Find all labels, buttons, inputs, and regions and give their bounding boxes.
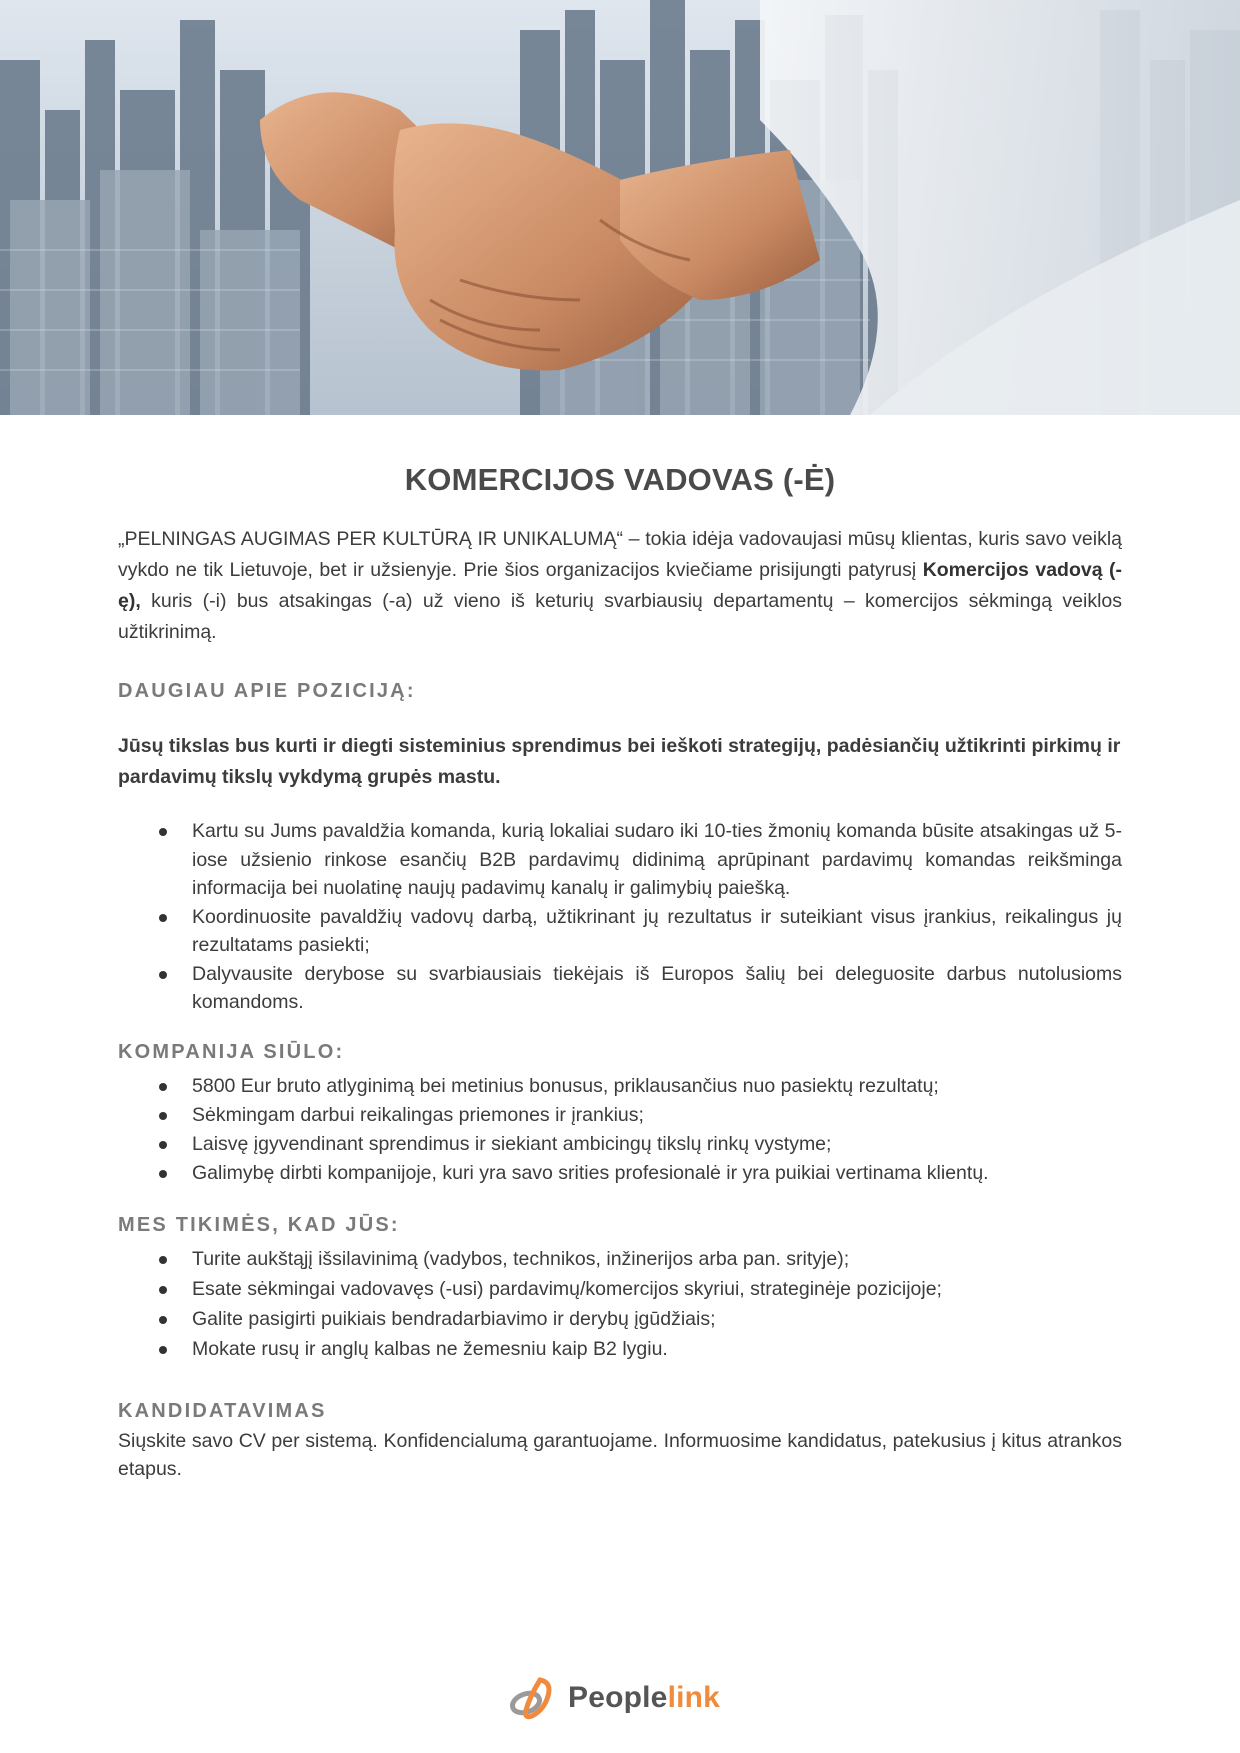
offer-list <box>118 1072 1122 1188</box>
bullet-icon <box>159 914 167 922</box>
intro-text-1: „PELNINGAS AUGIMAS PER KULTŪRĄ IR UNIKALUMĄ“ – tokia idėja vadovaujasi mūsų klientas, kuris savo veiklą vykdo ne tik Lietuvoje, bet ir užsienyje. Prie šios organizacijos kviečiame prisijungti patyrusį <box>118 528 1122 581</box>
list-item: Sėkmingam darbui reikalingas priemones ir įrankius; <box>118 1101 1122 1130</box>
bullet-icon <box>159 1346 167 1354</box>
section-heading-expect: MES TIKIMĖS, KAD JŪS: <box>118 1213 400 1236</box>
list-item: Galite pasigirti puikiais bendradarbiavimo ir derybų įgūdžiais; <box>118 1305 1122 1334</box>
bullet-icon <box>159 1141 167 1149</box>
bullet-icon <box>159 828 167 836</box>
section-heading-position: DAUGIAU APIE POZICIJĄ: <box>118 680 416 702</box>
position-goal: Jūsų tikslas bus kurti ir diegti sisteminius sprendimus bei ieškoti strategijų, padėsiančių užtikrinti pirkimų ir pardavimų tikslų vykdymą grupės mastu. <box>118 735 1121 788</box>
position-list <box>118 817 1122 1017</box>
intro-paragraph <box>118 524 1122 648</box>
expect-list <box>118 1245 1122 1364</box>
list-item: Mokate rusų ir anglų kalbas ne žemesniu kaip B2 lygiu. <box>118 1335 1122 1364</box>
list-item: Dalyvausite derybose su svarbiausiais tiekėjais iš Europos šalių bei deleguosite darbus nutolusioms komandoms. <box>118 960 1122 1017</box>
list-item: 5800 Eur bruto atlyginimą bei metinius bonusus, priklausančius nuo pasiektų rezultatų; <box>118 1072 1122 1101</box>
list-item: Laisvę įgyvendinant sprendimus ir siekiant ambicingų tikslų rinkų vystyme; <box>118 1130 1122 1159</box>
header-image <box>0 0 1240 415</box>
section-heading-apply: KANDIDATAVIMAS <box>118 1399 327 1422</box>
list-item: Turite aukštąjį išsilavinimą (vadybos, technikos, inžinerijos arba pan. srityje); <box>118 1245 1122 1274</box>
list-item: Kartu su Jums pavaldžia komanda, kurią lokaliai sudaro iki 10-ties žmonių komanda būsite atsakingas už 5-iose užsienio rinkose esančių B2B pardavimų didinimą aprūpinant pardavimų komandas reikšminga informacija bei nuolatinę naujų padavimų kanalų ir galimybių paiešką. <box>118 817 1122 903</box>
list-item: Esate sėkmingai vadovavęs (-usi) pardavimų/komercijos skyriui, strateginėje pozicijoje; <box>118 1275 1122 1304</box>
peoplelink-logo-icon <box>506 1672 558 1724</box>
list-item: Koordinuosite pavaldžių vadovų darbą, užtikrinant jų rezultatus ir suteikiant visus įrankius, reikalingus jų rezultatams pasiekti; <box>118 903 1122 960</box>
logo-text: Peoplelink <box>568 1681 721 1714</box>
section-heading-offer: KOMPANIJA SIŪLO: <box>118 1040 345 1063</box>
bullet-icon <box>159 1256 167 1264</box>
peoplelink-logo <box>506 1672 720 1724</box>
apply-text: Siųskite savo CV per sistemą. Konfidencialumą garantuojame. Informuosime kandidatus, patekusius į kitus atrankos etapus. <box>118 1429 1122 1480</box>
bullet-icon <box>159 1112 167 1120</box>
bullet-icon <box>159 971 167 979</box>
job-posting <box>118 462 1122 1484</box>
handshake-city-photo <box>0 0 1240 415</box>
bullet-icon <box>159 1316 167 1324</box>
bullet-icon <box>159 1083 167 1091</box>
page-title: KOMERCIJOS VADOVAS (-Ė) <box>404 462 836 497</box>
list-item: Galimybę dirbti kompanijoje, kuri yra savo srities profesionalė ir yra puikiai vertinama klientų. <box>118 1159 1122 1188</box>
bullet-icon <box>159 1286 167 1294</box>
bullet-icon <box>159 1170 167 1178</box>
intro-bold-position: Komercijos vadovą (-ę), <box>118 559 1122 612</box>
intro-text-2: kuris (-i) bus atsakingas (-a) už vieno iš keturių svarbiausių departamentų – komercijos sėkmingą veiklos užtikrinimą. <box>118 590 1122 643</box>
